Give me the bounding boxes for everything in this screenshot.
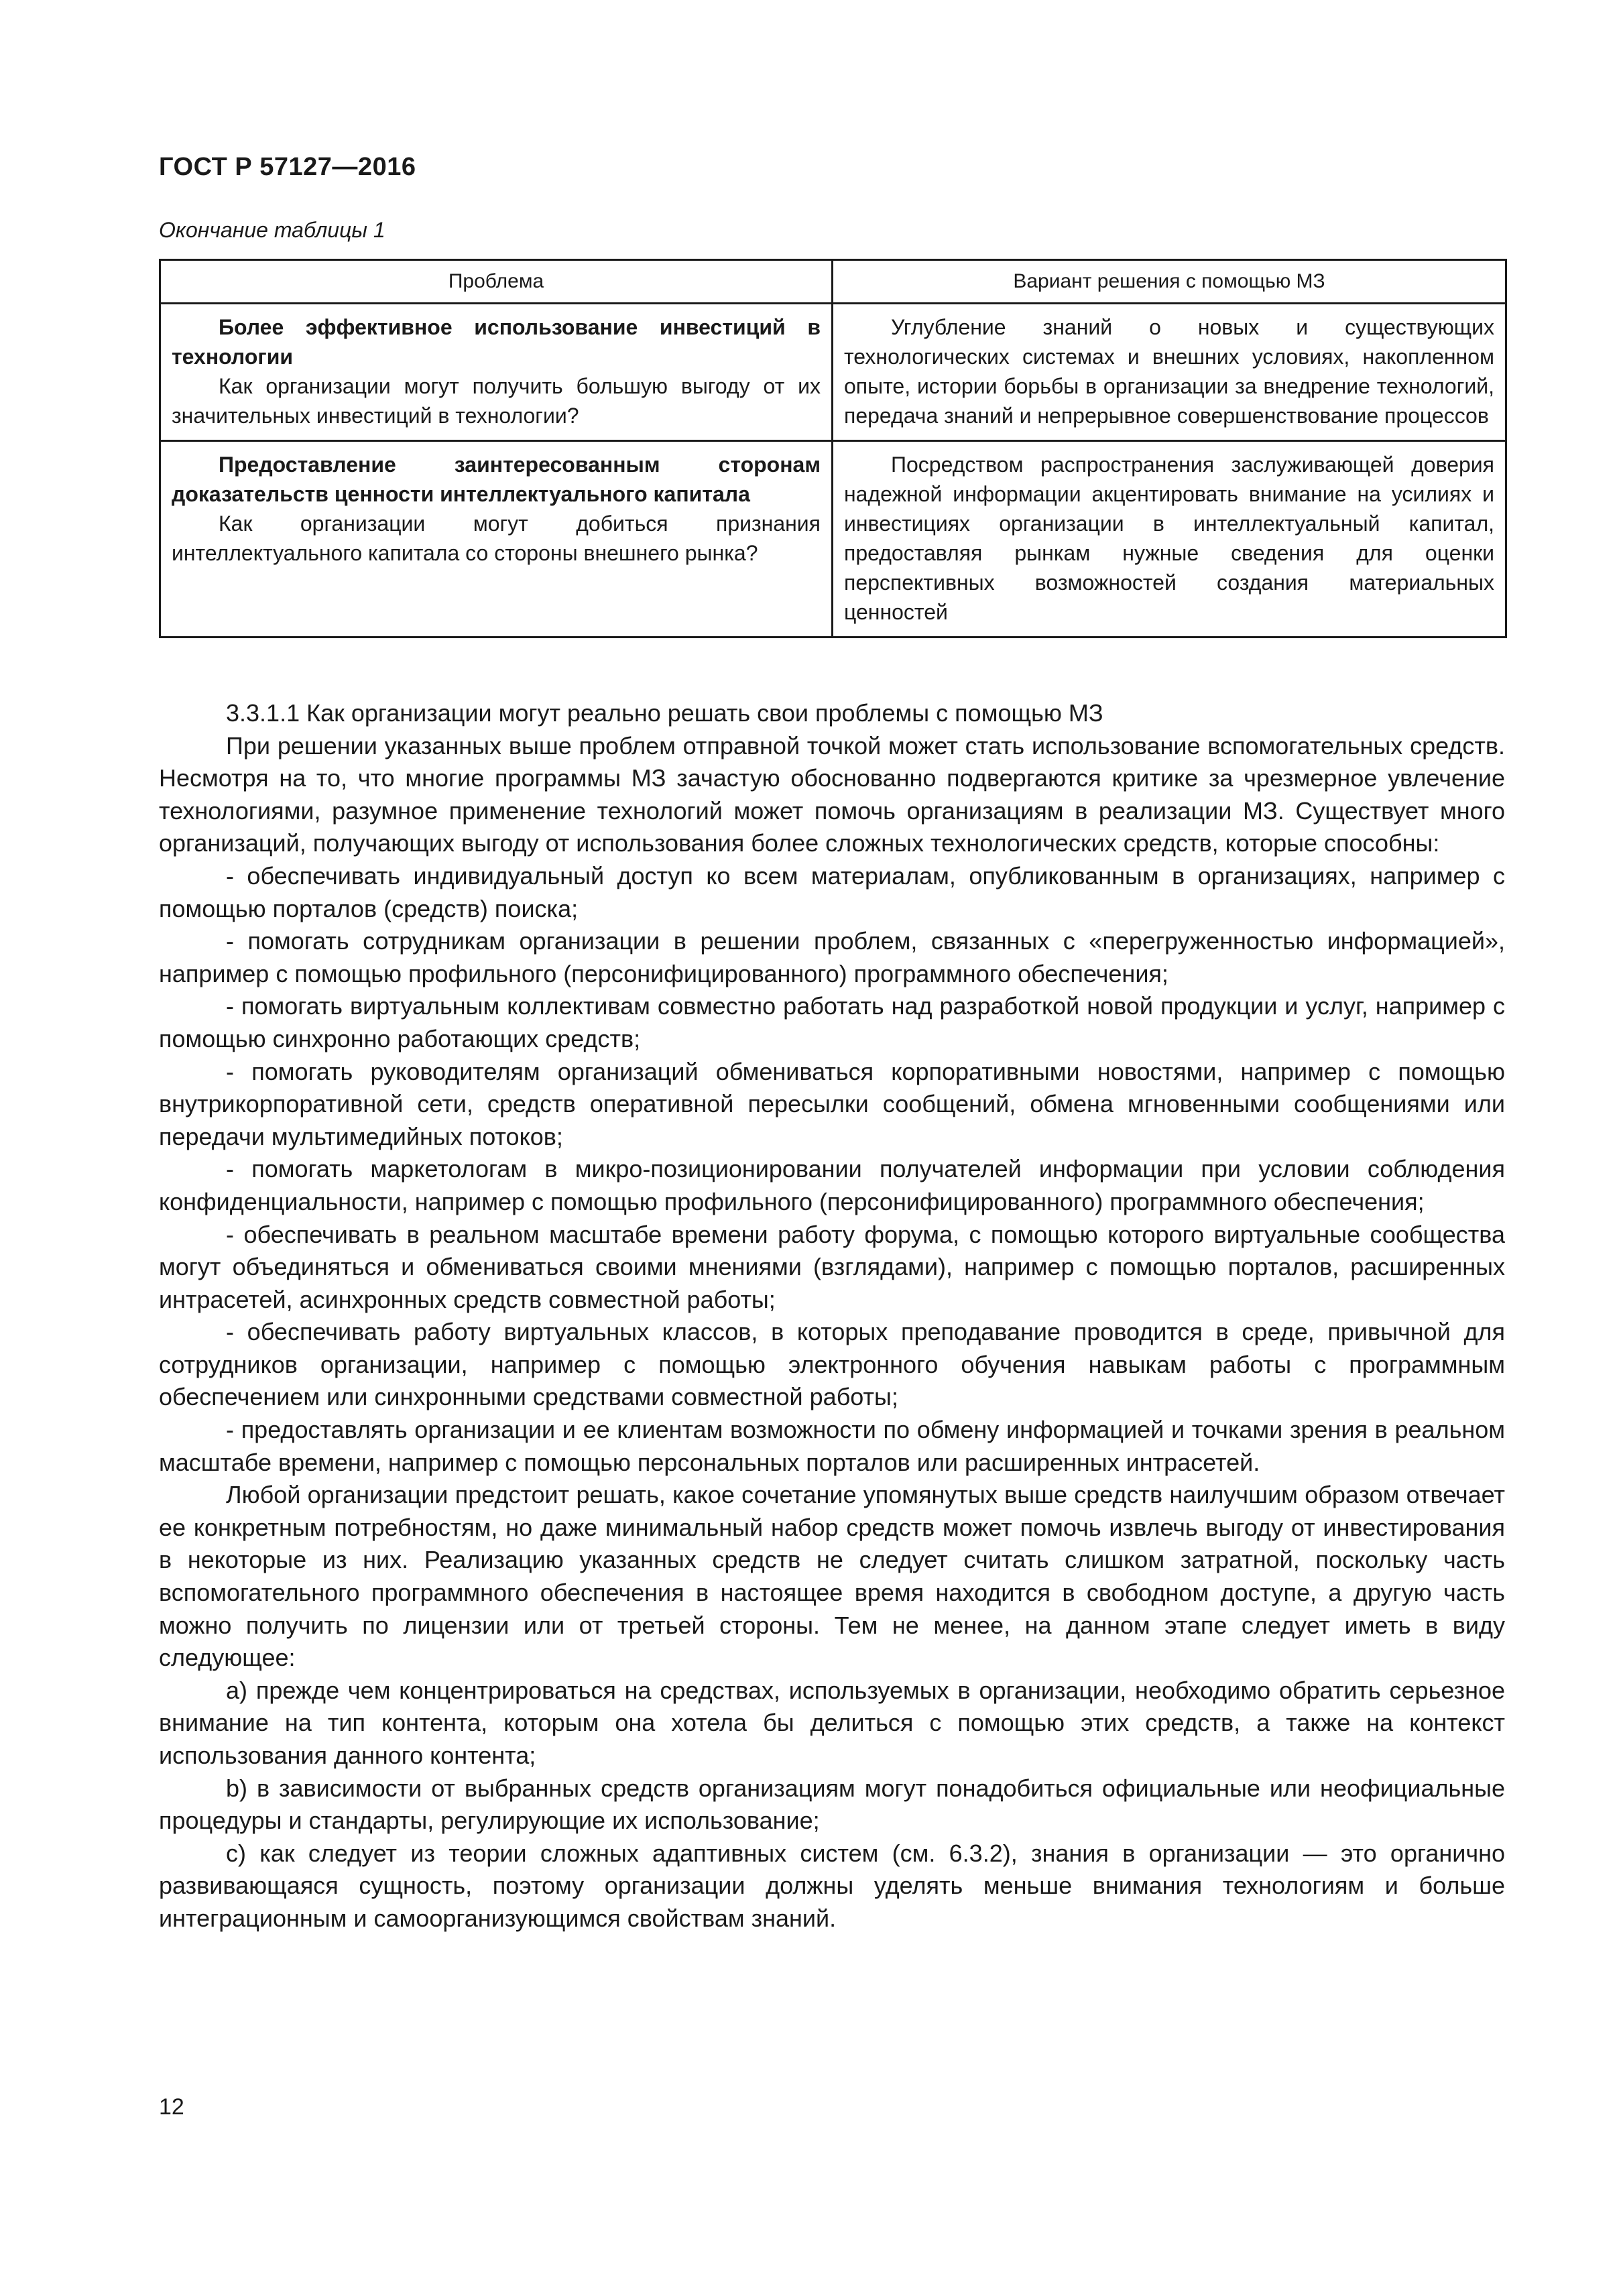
solution-cell (833, 441, 1506, 638)
solution-cell (833, 304, 1506, 441)
problem-question: Как организации могут добиться признания интеллектуального капитала со стороны внешнего рынка? (172, 511, 821, 565)
problem-cell (160, 441, 833, 638)
problem-title: Предоставление заинтересованным сторонам доказательств ценности интеллектуального капитала (172, 452, 821, 506)
list-item: - обеспечивать индивидуальный доступ ко всем материалам, опубликованным в организациях, например с помощью порталов (средств) поиска; (159, 861, 1505, 922)
solution-text: Посредством распространения заслуживающей доверия надежной информации акцентировать внимание на усилиях и инвестициях организации в интеллектуальный капитал, предоставляя рынкам нужные сведения для оценки перспективных возможностей создания материальных ценностей (844, 452, 1494, 624)
list-item: - помогать виртуальным коллективам совместно работать над разработкой новой продукции и услуг, например с помощью синхронно работающих средств; (159, 992, 1505, 1052)
list-item: b) в зависимости от выбранных средств организациям могут понадобиться официальные или неофициальные процедуры и стандарты, регулирующие их использование; (159, 1774, 1505, 1835)
table-row (160, 304, 1506, 441)
standard-header: ГОСТ Р 57127—2016 (159, 153, 416, 181)
list-item: - помогать сотрудникам организации в решении проблем, связанных с «перегруженностью информацией», например с помощью профильного (персонифицированного) программного обеспечения; (159, 927, 1505, 987)
section-heading: 3.3.1.1 Как организации могут реально решать свои проблемы с помощью МЗ (226, 699, 1103, 727)
list-item: - помогать маркетологам в микро-позиционировании получателей информации при условии соблюдения конфиденциальности, например с помощью профильного (персонифицированного) программного обеспечения; (159, 1155, 1505, 1215)
problem-title: Более эффективное использование инвестиций в технологии (172, 315, 821, 369)
list-item: c) как следует из теории сложных адаптивных систем (см. 6.3.2), знания в организации — это органично развивающаяся сущность, поэтому организации должны уделять меньше внимания технологиям и больше интеграционным и самоорганизующимся свойствам знаний. (159, 1839, 1505, 1932)
list-item: - предоставлять организации и ее клиентам возможности по обмену информацией и точками зрения в реальном масштабе времени, например с помощью персональных порталов или расширенных интрасетей. (159, 1416, 1505, 1476)
table-caption: Окончание таблицы 1 (159, 218, 385, 242)
body-text (159, 697, 1505, 1935)
problem-cell (160, 304, 833, 441)
column-header-solution: Вариант решения с помощью МЗ (833, 260, 1506, 304)
table-row (160, 441, 1506, 638)
paragraph: Любой организации предстоит решать, какое сочетание упомянутых выше средств наилучшим образом отвечает ее конкретным потребностям, но даже минимальный набор средств может помочь извлечь выгоду от инвестирования в некоторые из них. Реализацию указанных средств не следует считать слишком затратной, поскольку часть вспомогательного программного обеспечения в настоящее время находится в свободном доступе, а другую часть можно получить по лицензии или от третьей стороны. Тем не менее, на данном этапе следует иметь в виду следующее: (159, 1481, 1505, 1672)
paragraph: При решении указанных выше проблем отправной точкой может стать использование вспомогательных средств. Несмотря на то, что многие программы МЗ зачастую обоснованно подвергаются критике за чрезмерное увлечение технологиями, разумное применение технологий может помочь организациям в реализации МЗ. Существует много организаций, получающих выгоду от использования более сложных технологических средств, которые способны: (159, 731, 1505, 857)
solution-text: Углубление знаний о новых и существующих технологических системах и внешних условиях, накопленном опыте, истории борьбы в организации за внедрение технологий, передача знаний и непрерывное совершенствование процессов (844, 315, 1494, 428)
column-header-problem: Проблема (160, 260, 833, 304)
list-item: - помогать руководителям организаций обмениваться корпоративными новостями, например с помощью внутрикорпоративной сети, средств оперативной пересылки сообщений, обмена мгновенными сообщениями или передачи мультимедийных потоков; (159, 1057, 1505, 1150)
problem-question: Как организации могут получить большую выгоду от их значительных инвестиций в технологии? (172, 374, 821, 428)
list-item: - обеспечивать в реальном масштабе времени работу форума, с помощью которого виртуальные сообщества могут объединяться и обмениваться своими мнениями (взглядами), например с помощью порталов, расширенных интрасетей, асинхронных средств совместной работы; (159, 1220, 1505, 1313)
list-item: а) прежде чем концентрироваться на средствах, используемых в организации, необходимо обратить серьезное внимание на тип контента, которым она хотела бы делиться с помощью этих средств, а также на контекст использования данного контента; (159, 1676, 1505, 1769)
page-number: 12 (159, 2094, 184, 2120)
solutions-table (159, 259, 1507, 638)
table-header-row (160, 260, 1506, 304)
list-item: - обеспечивать работу виртуальных классов, в которых преподавание проводится в среде, привычной для сотрудников организации, например с помощью электронного обучения навыкам работы с программным обеспечением или синхронными средствами совместной работы; (159, 1318, 1505, 1411)
